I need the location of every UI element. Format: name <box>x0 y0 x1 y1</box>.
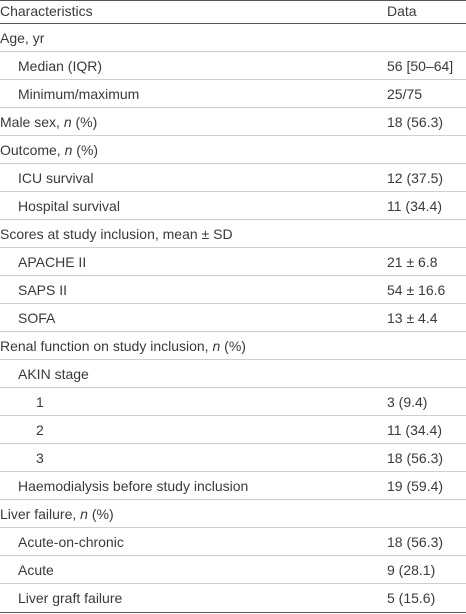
table-row-scores-heading <box>0 220 466 248</box>
table-row-outcome-heading <box>0 136 466 164</box>
row-label: ICU survival <box>18 170 94 186</box>
table-row-apache <box>0 248 466 276</box>
row-value: 18 (56.3) <box>387 114 444 130</box>
row-label <box>0 136 98 164</box>
table-row-saps <box>0 276 466 304</box>
table-row-hospital-survival <box>0 192 466 220</box>
table-row-liver-heading <box>0 500 466 528</box>
table-row-age-heading <box>0 24 466 52</box>
row-value: 25/75 <box>387 86 423 102</box>
row-label: Age, yr <box>0 30 45 46</box>
row-label: APACHE II <box>18 254 87 270</box>
row-label-n: n <box>80 506 88 522</box>
row-value: 56 [50–64] <box>387 58 454 74</box>
table-header <box>0 0 466 23</box>
row-value: 54 ± 16.6 <box>387 282 446 298</box>
table-row-acute-on-chronic <box>0 528 466 556</box>
table-row-acute <box>0 556 466 584</box>
row-value: 5 (15.6) <box>387 590 436 606</box>
table-row-renal-heading <box>0 332 466 360</box>
row-label: AKIN stage <box>18 366 89 382</box>
row-value: 13 ± 4.4 <box>387 310 438 326</box>
row-value: 12 (37.5) <box>387 170 444 186</box>
row-label-n: n <box>63 114 72 130</box>
table-row-akin-2 <box>0 416 466 444</box>
row-label-text: Renal function on study inclusion, <box>0 338 213 354</box>
table-row-akin-1 <box>0 388 466 416</box>
row-value: 11 (34.4) <box>387 422 442 438</box>
table-row-age-minmax <box>0 80 466 108</box>
row-value: 18 (56.3) <box>387 450 444 466</box>
row-label: Hospital survival <box>18 198 120 214</box>
row-label-text: Liver failure, <box>0 506 81 522</box>
row-label-suffix: (%) <box>87 506 114 522</box>
row-value: 3 (9.4) <box>387 394 428 410</box>
row-label-n: n <box>212 338 221 354</box>
row-label-suffix: (%) <box>220 338 246 354</box>
row-label-suffix: (%) <box>71 114 98 130</box>
row-label: 3 <box>36 450 44 466</box>
header-data: Data <box>387 3 417 19</box>
row-label: 2 <box>36 422 44 438</box>
row-label <box>0 332 246 360</box>
table-row-liver-graft <box>0 584 466 612</box>
row-label-suffix: (%) <box>72 142 99 158</box>
row-value: 18 (56.3) <box>387 534 444 550</box>
row-label: Minimum/maximum <box>18 86 140 102</box>
table-row-akin-heading <box>0 360 466 388</box>
table-row-age-median <box>0 52 466 80</box>
row-value: 19 (59.4) <box>387 478 444 494</box>
table-row-male-sex <box>0 108 466 136</box>
row-label-text: Outcome, <box>0 142 65 158</box>
table-row-akin-3 <box>0 444 466 472</box>
row-label: Acute <box>18 562 54 578</box>
row-label: SOFA <box>18 310 56 326</box>
row-label: Median (IQR) <box>18 58 103 74</box>
row-value: 21 ± 6.8 <box>387 254 438 270</box>
row-label: SAPS II <box>18 282 68 298</box>
row-label-n: n <box>64 142 73 158</box>
row-label: Acute-on-chronic <box>18 534 124 550</box>
row-label: Haemodialysis before study inclusion <box>18 478 249 494</box>
row-label-text: Male sex, <box>0 114 64 130</box>
row-label: Liver graft failure <box>18 590 123 606</box>
row-label: 1 <box>36 394 44 410</box>
row-label <box>0 500 114 528</box>
header-characteristics: Characteristics <box>0 3 93 19</box>
row-value: 9 (28.1) <box>387 562 436 578</box>
table-row-sofa <box>0 304 466 332</box>
table-row-haemodialysis <box>0 472 466 500</box>
row-label <box>0 108 97 136</box>
row-value: 11 (34.4) <box>387 198 442 214</box>
row-label: Scores at study inclusion, mean ± SD <box>0 226 233 242</box>
bottom-rule <box>0 612 466 613</box>
table-row-icu-survival <box>0 164 466 192</box>
